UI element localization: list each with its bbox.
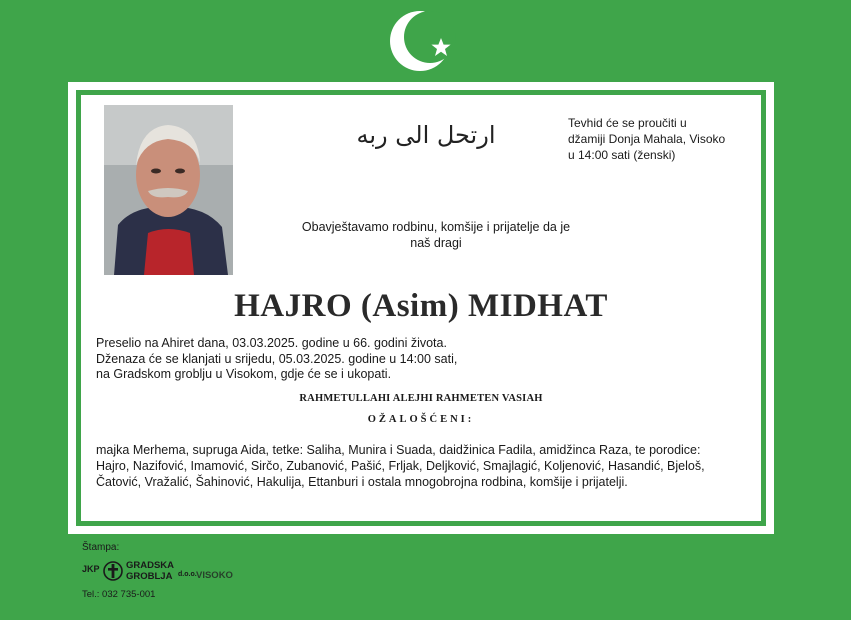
crescent-star-icon	[388, 8, 458, 74]
announce-line: naš dragi	[410, 236, 462, 250]
obituary-notice	[68, 82, 774, 534]
funeral-details	[96, 336, 596, 383]
tevhid-line: u 14:00 sati (ženski)	[568, 148, 676, 162]
notice-border	[76, 90, 766, 526]
arabic-calligraphy-icon	[353, 109, 499, 159]
company-type: d.o.o.	[178, 571, 197, 578]
details-line: na Gradskom groblju u Visokom, gdje će se i ukopati.	[96, 367, 392, 381]
company-logo	[82, 560, 252, 582]
cemetery-logo-icon	[103, 560, 123, 582]
company-line: GROBLJA	[126, 571, 173, 582]
company-city: VISOKO	[196, 570, 233, 581]
announce-line: Obavještavamo rodbinu, komšije i prijatelje da je	[301, 220, 571, 234]
mourners-line: Hajro, Nazifović, Imamović, Sirčo, Zubanović, Pašić, Frljak, Deljković, Smajlagić, Koljenović, Hasandić, Bjeloš,	[96, 459, 705, 473]
mourners-line: majka Merhema, supruga Aida, tetke: Saliha, Munira i Suada, daidžinica Fadila, amidžinca Raza, te porodice:	[96, 443, 701, 457]
portrait-photo	[104, 105, 233, 275]
tevhid-line: Tevhid će se proučiti u	[568, 116, 687, 130]
mourners-line: Čatović, Vražalić, Šahinović, Hakulija, Ettanburi i ostala mnogobrojna rodbina, komšije i prijatelji.	[96, 475, 628, 489]
company-line: GRADSKA	[126, 560, 175, 571]
phone-number: Tel.: 032 735-001	[82, 589, 156, 600]
print-label: Štampa:	[82, 542, 120, 553]
details-line: Dženaza će se klanjati u srijedu, 05.03.2025. godine u 14:00 sati,	[96, 351, 458, 366]
tevhid-line: džamiji Donja Mahala, Visoko	[568, 132, 726, 146]
mourners-list	[96, 442, 756, 490]
svg-text:ارتحل الى ربه: ارتحل الى ربه	[356, 121, 496, 149]
tevhid-info	[568, 115, 758, 163]
jkp-label: JKP	[82, 564, 100, 574]
mourners-heading: OŽALOŠĆENI:	[367, 414, 475, 425]
announcement-text	[291, 219, 581, 251]
details-line: Preselio na Ahiret dana, 03.03.2025. godine u 66. godini života.	[96, 336, 447, 350]
company-name	[126, 560, 174, 582]
prayer-phrase: RAHMETULLAHI ALEJHI RAHMETEN VASIAH	[299, 393, 543, 404]
deceased-name: HAJRO (Asim) MIDHAT	[234, 288, 608, 324]
